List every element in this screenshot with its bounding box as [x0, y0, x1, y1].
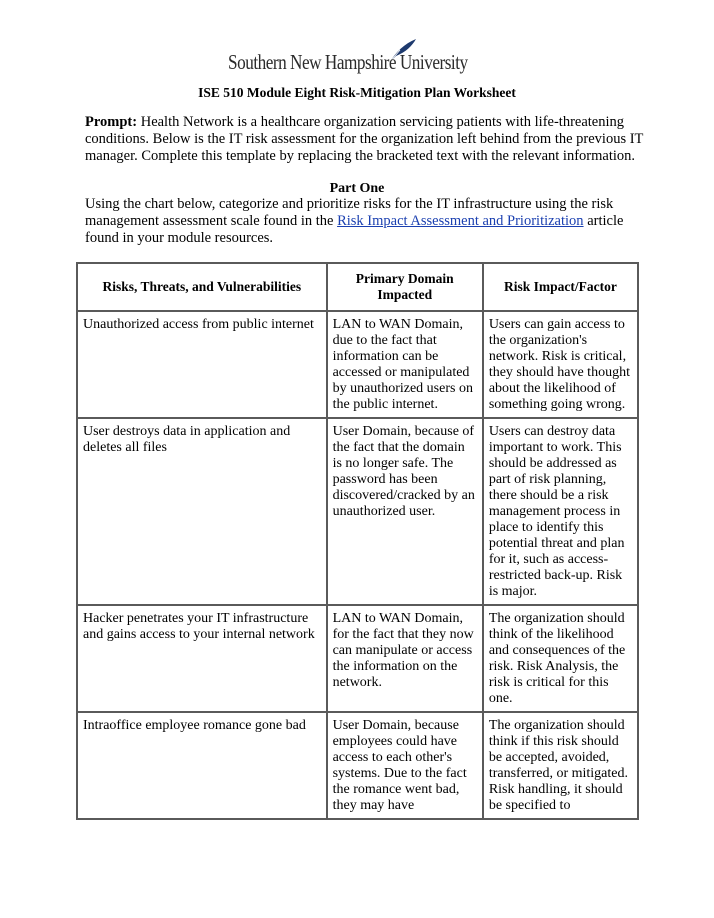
table-row — [77, 418, 638, 605]
domain-cell: LAN to WAN Domain, due to the fact that information can be accessed or manipulated by unauthorized users on the public internet. — [327, 311, 483, 418]
risk-cell: Intraoffice employee romance gone bad — [77, 712, 327, 819]
domain-cell: User Domain, because of the fact that the domain is no longer safe. The password has been discovered/cracked by an unauthorized user. — [327, 418, 483, 605]
university-logo — [228, 38, 488, 82]
logo-text: Southern New Hampshire University — [228, 50, 468, 74]
table-header-row — [77, 263, 638, 311]
risk-cell: User destroys data in application and deletes all files — [77, 418, 327, 605]
document-title: ISE 510 Module Eight Risk-Mitigation Plan Worksheet — [198, 85, 516, 100]
part-one-heading: Part One — [329, 181, 385, 196]
table-row — [77, 605, 638, 712]
prompt-text: Health Network is a healthcare organization servicing patients with life-threatening conditions. Below is the IT risk assessment for the organization left behind from the previous IT manager. Complete this template by replacing the bracketed text with the relevant information. — [85, 114, 644, 164]
risk-cell: Hacker penetrates your IT infrastructure and gains access to your internal network — [77, 605, 327, 712]
impact-cell: The organization should think if this risk should be accepted, avoided, transferred, or mitigated. Risk handling, it should be specified to — [483, 712, 638, 819]
part-one-instructions — [85, 196, 645, 247]
risk-cell: Unauthorized access from public internet — [77, 311, 327, 418]
table-row — [77, 712, 638, 819]
header-risks: Risks, Threats, and Vulnerabilities — [77, 263, 327, 311]
domain-cell: LAN to WAN Domain, for the fact that they now can manipulate or access the information on the network. — [327, 605, 483, 712]
header-impact: Risk Impact/Factor — [483, 263, 638, 311]
table-row — [77, 311, 638, 418]
instructions-text: Using the chart below, categorize and prioritize risks for the IT infrastructure using the risk management assessment scale found in the — [85, 196, 614, 229]
domain-cell: User Domain, because employees could have access to each other's systems. Due to the fact the romance went bad, they may have — [327, 712, 483, 819]
instructions-text-end: article found in your module resources. — [85, 213, 624, 246]
prompt-paragraph — [85, 114, 645, 165]
prompt-label: Prompt: — [85, 114, 138, 130]
risk-impact-article-link[interactable]: Risk Impact Assessment and Prioritization — [337, 213, 584, 229]
impact-cell: Users can gain access to the organization's network. Risk is critical, they should have thought about the likelihood of something going wrong. — [483, 311, 638, 418]
impact-cell: The organization should think of the likelihood and consequences of the risk. Risk Analysis, the risk is critical for this one. — [483, 605, 638, 712]
impact-cell: Users can destroy data important to work. This should be addressed as part of risk planning, there should be a risk management process in place to identify this potential threat and plan for it, such as access-restricted back-up. Risk is major. — [483, 418, 638, 605]
header-domain: Primary Domain Impacted — [327, 263, 483, 311]
risk-table — [76, 262, 639, 820]
